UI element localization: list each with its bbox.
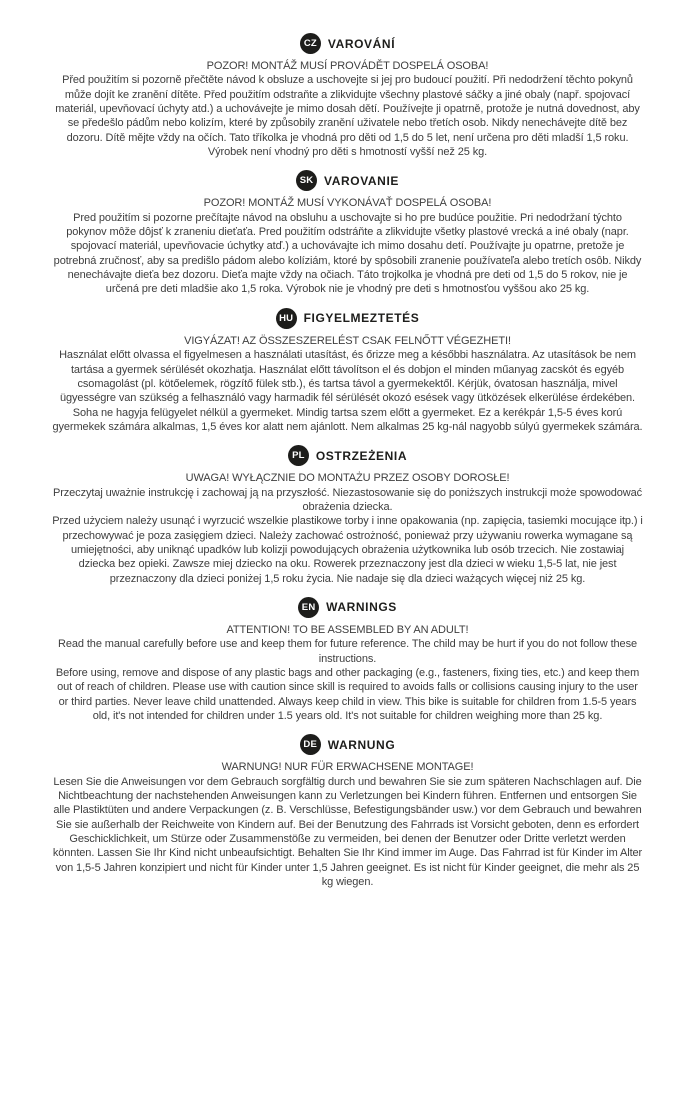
section-paragraph-en-2: Before using, remove and dispose of any plastic bags and other packaging (e.g., fasteners, fixing ties, etc.) and keep them out of reach of children. Please use with caution since skill is required to avoids falls or collisions causing injury to the user or third parties. Never leave child unattended. Always keep child in view. This bike is suitable for children from 1.5-5 years old, it's not intended for children under 1.5 years old. It's not suitable for children weighing more than 25 kg. — [55, 667, 640, 723]
hu-language-badge-icon: HU — [276, 308, 297, 329]
section-paragraph-pl-2: Przed użyciem należy usunąć i wyrzucić wszelkie plastikowe torby i inne opakowania (np. zapięcia, tasiemki mocujące itp.) i przechowywać je poza zasięgiem dzieci. Należy zachować ostrożność, ponieważ przy używaniu rowerka wymagane są umiejętności, aby uniknąć upadków lub kolizji powodujących obrażenia użytkownika lub osób trzecich. Nie zostawiaj dziecka bez opieki. Zawsze miej dziecko na oku. Rowerek przeznaczony jest dla dzieci w wieku 1,5-5 lat, nie jest przeznaczony dla dzieci poniżej 1,5 roku życia. Nie nadaje się dla dzieci ważących więcej niż 25 kg. — [52, 515, 643, 585]
section-heading-pl: UWAGA! WYŁĄCZNIE DO MONTAŻU PRZEZ OSOBY DOROSŁE! — [185, 472, 510, 485]
section-paragraph-cz: Před použitím si pozorně přečtěte návod k obsluze a uschovejte si jej pro budoucí použití. Při nedodržení těchto pokynů může dojít ke zranění dítěte. Před použitím odstraňte a zlikvidujte všechny plastové sáčky a jiné obaly (např. spojovací materiál, upevňovací úchyty atd.) a uchovávejte je mimo dosah dětí. Používejte ji opatrně, protože je nutná dovednost, aby se předešlo pádům nebo kolizím, které by způsobily zranění uživatele nebo třetích osob. Nikdy nenechávejte dítě bez dozoru. Dítě mějte vždy na očích. Tato tříkolka je vhodná pro děti od 1,5 do 5 let, není určena pro děti mladší 1,5 roku. Výrobek není vhodný pro děti s hmotností vyšší než 25 kg. — [55, 74, 640, 159]
section-paragraph-sk: Pred použitím si pozorne prečítajte návod na obsluhu a uschovajte si ho pre budúce použitie. Pri nedodržaní týchto pokynov môže dôjsť k zraneniu dieťaťa. Pred použitím odstráňte a zlikvidujte všetky plastové vrecká a iné obaly (napr. spojovací materiál, upevňovacie úchytky atď.) a uchovávajte ich mimo dosahu detí. Používajte ju opatrne, pretože je potrebná zručnosť, aby sa predišlo pádom alebo kolíziám, ktoré by spôsobili zranenie používateľa alebo tretích osôb. Nikdy nenechávajte dieťa bez dozoru. Dieťa majte vždy na očiach. Táto trojkolka je vhodná pre deti od 1,5 do 5 rokov, nie je určená pre deti mladšie ako 1,5 roka. Výrobok nie je vhodný pre deti s hmotnosťou vyššou ako 25 kg. — [53, 211, 642, 296]
warning-section-pl — [52, 434, 643, 586]
warning-section-cz — [52, 22, 643, 159]
section-title-hu: FIGYELMEZTETÉS — [303, 311, 420, 326]
section-title-de: WARNUNG — [327, 737, 396, 752]
section-header-de — [52, 723, 643, 760]
section-title-cz: VAROVÁNÍ — [327, 36, 396, 51]
de-language-badge-icon: DE — [300, 734, 321, 755]
sk-language-badge-icon: SK — [296, 170, 317, 191]
cz-language-badge-icon: CZ — [300, 33, 321, 54]
section-heading-sk: POZOR! MONTÁŽ MUSÍ VYKONÁVAŤ DOSPELÁ OSOBA! — [203, 197, 492, 210]
warning-section-de — [52, 723, 643, 889]
section-title-pl: OSTRZEŻENIA — [315, 448, 408, 463]
section-heading-en: ATTENTION! TO BE ASSEMBLED BY AN ADULT! — [226, 623, 469, 636]
section-header-pl — [52, 434, 643, 471]
section-header-sk — [52, 159, 643, 196]
section-paragraph-hu: Használat előtt olvassa el figyelmesen a használati utasítást, és őrizze meg a későbbi használatra. Az utasítások be nem tartása a gyermek sérülését okozhatja. Használat előtt távolítson el és dobjon el minden műanyag zacskót és egyéb csomagolást (pl. kötőelemek, rögzítő fülek stb.), és tartsa távol a gyermekektől. Kérjük, óvatosan használja, mivel ügyességre van szükség a felhasználó vagy harmadik fél sérülését okozó esések vagy ütközések elkerülése érdekében. Soha ne hagyja felügyelet nélkül a gyermeket. Mindig tartsa szem előtt a gyermeket. Ez a kerékpár 1,5-5 éves korú gyermekek számára alkalmas, 1,5 éves kor alatt nem ajánlott. Nem alkalmas 25 kg-nál nagyobb súlyú gyermekek számára. — [52, 349, 643, 433]
section-title-en: WARNINGS — [326, 600, 397, 615]
section-header-en — [52, 586, 643, 623]
en-language-badge-icon: EN — [298, 597, 319, 618]
section-paragraph-pl-1: Przeczytaj uważnie instrukcję i zachowaj ją na przyszłość. Niezastosowanie się do poniższych instrukcji może spowodować obrażenia dziecka. — [52, 486, 643, 513]
pl-language-badge-icon: PL — [288, 445, 309, 466]
section-header-cz — [52, 22, 643, 59]
warning-section-en — [52, 586, 643, 723]
section-title-sk: VAROVANIE — [324, 173, 399, 188]
section-heading-hu: VIGYÁZAT! AZ ÖSSZESZERELÉST CSAK FELNŐTT VÉGEZHETI! — [184, 334, 511, 347]
warning-section-hu — [52, 297, 643, 434]
warning-section-sk — [52, 159, 643, 296]
section-header-hu — [52, 297, 643, 334]
section-paragraph-en-1: Read the manual carefully before use and keep them for future reference. The child may be hurt if you do not follow these instructions. — [58, 638, 637, 665]
section-heading-de: WARNUNG! NUR FÜR ERWACHSENE MONTAGE! — [221, 761, 474, 774]
section-heading-cz: POZOR! MONTÁŽ MUSÍ PROVÁDĚT DOSPELÁ OSOBA! — [206, 60, 489, 72]
section-paragraph-de: Lesen Sie die Anweisungen vor dem Gebrauch sorgfältig durch und bewahren Sie sie zum späteren Nachschlagen auf. Die Nichtbeachtung der nachstehenden Anweisungen kann zu Verletzungen bei Kindern führen. Entfernen und entsorgen Sie alle Plastiktüten und andere Verpackungen (z. B. Verschlüsse, Befestigungsbänder usw.) vor dem Gebrauch und bewahren Sie sie außerhalb der Reichweite von Kindern auf. Bei der Benutzung des Fahrrads ist Vorsicht geboten, denn es erfordert Geschicklichkeit, um Stürze oder Zusammenstöße zu vermeiden, bei denen der Benutzer oder Dritte verletzt werden könnten. Lassen Sie Ihr Kind nicht unbeaufsichtigt. Behalten Sie Ihr Kind immer im Auge. Das Fahrrad ist für Kinder im Alter von 1,5-5 Jahren konzipiert und nicht für Kinder unter 1,5 Jahren geeignet. Es ist nicht für Kinder geeignet, die mehr als 25 kg wiegen. — [52, 775, 643, 889]
